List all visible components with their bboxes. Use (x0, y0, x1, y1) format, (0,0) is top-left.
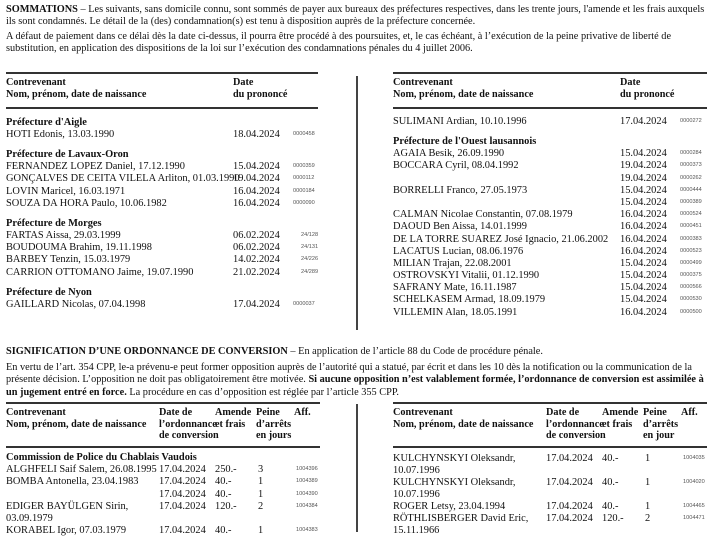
row-amount: 40.- (215, 488, 232, 500)
row-name: VILLEMIN Alan, 18.05.1991 (393, 306, 518, 318)
row-name: ROGER Letsy, 23.04.1994 (393, 501, 506, 512)
row-date: 15.04.2024 (620, 282, 667, 294)
row-name: SOUZA DA HORA Paulo, 10.06.1982 (6, 197, 167, 209)
row-date: 16.04.2024 (620, 233, 667, 245)
row-ref: 1004465 (683, 503, 705, 509)
row-date: 17.04.2024 (159, 488, 206, 500)
table-row (6, 267, 318, 279)
row-name: SAFRANY Mate, 16.11.1987 (393, 282, 517, 294)
row-name: BOMBA Antonella, 23.04.1983 (6, 476, 139, 488)
table-row (393, 148, 707, 160)
row-name-line2: 15.11.1966 (393, 525, 440, 537)
row-ref: 0000389 (680, 198, 702, 205)
signification-left-table (6, 402, 320, 538)
row-name: FARTAS Aissa, 29.03.1999 (6, 229, 121, 241)
signification-text1: En vertu de l’art. 354 CPP, le-a prévenu-e peut former opposition auprès de l’autorité qui a statué, par écrit et dans les 10 dès la notification ou la communication de la présente décision. L’opposition ne doit pas obligatoirement être motivée. (6, 362, 692, 386)
row-date: 17.04.2024 (233, 298, 280, 310)
row-date: 15.04.2024 (620, 270, 667, 282)
row-amount: 40.- (602, 453, 619, 464)
row-date: 16.04.2024 (620, 245, 667, 257)
row-name: LOVIN Maricel, 16.03.1971 (6, 185, 126, 197)
row-ref: 0000524 (680, 211, 702, 218)
table-row (6, 161, 318, 173)
row-date: 16.04.2024 (233, 185, 280, 197)
row-days: 1 (258, 488, 264, 500)
row-ref: 0000112 (293, 175, 315, 182)
header-nom: Nom, prénom, date de naissance (393, 418, 534, 430)
row-name: DE LA TORRE SUAREZ José Ignacio, 21.06.2002 (393, 233, 609, 245)
header-nom: Nom, prénom, date de naissance (6, 88, 147, 100)
row-ref: 0000262 (680, 174, 702, 181)
table-row (393, 246, 707, 258)
row-date: 15.04.2024 (620, 257, 667, 269)
table-row (393, 453, 707, 477)
header-arrets: d’arrêts (256, 418, 292, 430)
row-date: 17.04.2024 (546, 501, 593, 512)
column-divider (356, 404, 358, 532)
row-date: 15.04.2024 (620, 148, 667, 160)
row-date: 16.04.2024 (233, 197, 280, 209)
sommations-text: – Les suivants, sans domicile connu, sont sommés de payer aux bureaux des préfectures respectives, dans les trente jours, l'amende et les frais auxquels ils sont condamnés. Le détail de la (des) condamnation(s) est tenu à disposition auprès de la préfecture concernée. (6, 4, 705, 28)
row-ref: 0000359 (293, 163, 315, 170)
sommations-right-table (393, 72, 707, 319)
row-days: 2 (258, 501, 264, 513)
row-ref: 24/289 (301, 268, 319, 275)
table-row (393, 270, 707, 282)
row-name: GONÇALVES DE CEITA VILELA Arliton, 01.03.1990 (6, 173, 240, 185)
table-row (6, 230, 318, 242)
row-ref: 0000272 (680, 118, 702, 124)
table-row (393, 116, 707, 128)
header-conversion: de conversion (546, 430, 606, 441)
signification-title-line (6, 346, 706, 358)
row-ref: 0000566 (680, 284, 702, 291)
header-date: Date de (546, 407, 580, 418)
row-ref: 1004035 (683, 455, 705, 461)
row-ref: 0000530 (680, 296, 702, 303)
row-date: 18.04.2024 (233, 129, 280, 140)
row-name: HOTI Edonis, 13.03.1990 (6, 129, 115, 140)
row-ref: 0000184 (293, 187, 315, 194)
table-row (6, 464, 320, 476)
row-days: 3 (258, 464, 264, 475)
group-heading: Préfecture de Nyon (6, 286, 92, 298)
table-row (6, 299, 318, 311)
row-date: 14.02.2024 (233, 254, 280, 266)
table-header (6, 404, 320, 444)
header-arrets: d’arrêts (643, 418, 679, 430)
header-ordonnance: l’ordonnance (546, 418, 604, 430)
table-row (393, 234, 707, 246)
row-name: FERNANDEZ LOPEZ Daniel, 17.12.1990 (6, 161, 185, 173)
table-row (6, 525, 320, 537)
row-days: 1 (258, 476, 264, 488)
row-date: 17.04.2024 (546, 513, 593, 525)
header-aff: Aff. (681, 407, 698, 418)
row-days: 1 (645, 453, 651, 464)
row-date: 06.02.2024 (233, 242, 280, 254)
row-amount: 120.- (215, 501, 237, 513)
row-name: LACATUS Lucian, 08.06.1976 (393, 245, 524, 257)
header-prononce: du prononcé (620, 88, 675, 100)
row-date: 17.04.2024 (159, 501, 206, 513)
row-name: GAILLARD Nicolas, 07.04.1998 (6, 298, 146, 310)
row-ref: 1004389 (296, 478, 318, 485)
group-heading: Commission de Police du Chablais Vaudois (6, 452, 197, 463)
sommations-left-table (6, 72, 318, 311)
header-prononce: du prononcé (233, 88, 288, 100)
table-row (6, 254, 318, 266)
header-jours: en jours (256, 430, 292, 441)
header-frais: et frais (602, 418, 633, 430)
header-frais: et frais (215, 418, 246, 430)
row-ref: 1004020 (683, 479, 705, 485)
table-row (393, 294, 707, 306)
signification-text (6, 362, 706, 399)
header-amende: Amende (215, 407, 252, 418)
group-heading: Préfecture de Lavaux-Oron (6, 149, 129, 161)
header-peine: Peine (256, 407, 280, 418)
row-name: BORRELLI Franco, 27.05.1973 (393, 184, 528, 196)
row-ref: 24/131 (301, 244, 319, 251)
row-ref: 0000375 (680, 272, 702, 279)
signification-title: SIGNIFICATION D’UNE ORDONNANCE DE CONVERSION (6, 346, 288, 357)
row-amount: 40.- (215, 476, 232, 488)
row-amount: 40.- (602, 501, 619, 512)
table-header (6, 74, 318, 105)
row-name: KULCHYNSKYI Oleksandr, (393, 453, 516, 464)
row-date: 06.02.2024 (233, 229, 280, 241)
row-date: 16.04.2024 (620, 306, 667, 318)
table-row (393, 307, 707, 319)
row-name: AGAIA Besik, 26.09.1990 (393, 148, 505, 160)
header-contrevenant: Contrevenant (393, 77, 453, 88)
row-days: 1 (258, 525, 264, 537)
row-name: OSTROVSKYI Vitalii, 01.12.1990 (393, 270, 540, 282)
sommations-title: SOMMATIONS (6, 4, 78, 15)
row-ref: 24/128 (301, 231, 319, 238)
group-heading: Préfecture de l'Ouest lausannois (393, 136, 537, 148)
header-amende: Amende (602, 407, 639, 418)
table-row (393, 185, 707, 197)
table-row (393, 513, 707, 537)
header-peine: Peine (643, 407, 667, 418)
row-date: 17.04.2024 (159, 525, 206, 537)
table-row (6, 198, 318, 210)
row-amount: 250.- (215, 464, 237, 475)
header-nom: Nom, prénom, date de naissance (6, 418, 147, 430)
table-row (393, 258, 707, 270)
header-date: Date (620, 77, 641, 88)
signification-right-table (393, 402, 707, 537)
table-row (393, 501, 707, 513)
row-date: 19.04.2024 (620, 172, 667, 184)
table-row (393, 160, 707, 172)
row-ref: 24/226 (301, 256, 319, 263)
row-ref: 0000090 (293, 199, 315, 206)
table-row (6, 501, 320, 525)
table-row (6, 129, 318, 141)
row-name: KULCHYNSKYI Oleksandr, (393, 477, 516, 488)
row-date: 21.02.2024 (233, 266, 280, 278)
row-amount: 40.- (602, 477, 619, 488)
row-name: ALGHFELI Saif Salem, 26.08.1995 (6, 464, 157, 475)
row-date: 17.04.2024 (159, 464, 206, 475)
row-name: CALMAN Nicolae Constantin, 07.08.1979 (393, 209, 573, 221)
group-heading: Préfecture de Morges (6, 217, 102, 229)
row-ref: 0000499 (680, 259, 702, 266)
row-ref: 0000451 (680, 223, 702, 230)
row-amount: 40.- (215, 525, 232, 537)
row-ref: 0000284 (680, 150, 702, 157)
header-conversion: de conversion (159, 430, 219, 441)
table-header (393, 74, 707, 105)
header-date: Date de (159, 407, 193, 418)
table-row (6, 173, 318, 185)
row-name: SULIMANI Ardian, 10.10.1996 (393, 116, 527, 127)
header-aff: Aff. (294, 407, 311, 418)
table-row (6, 186, 318, 198)
row-ref: 0000383 (680, 235, 702, 242)
row-ref: 1004396 (296, 466, 318, 472)
header-jour: en jour (643, 430, 675, 441)
row-ref: 1004384 (296, 503, 318, 510)
row-ref: 0000037 (293, 300, 315, 307)
row-ref: 1004471 (683, 515, 705, 522)
header-ordonnance: l’ordonnance (159, 418, 217, 430)
row-ref: 0000373 (680, 162, 702, 169)
row-date: 15.04.2024 (620, 184, 667, 196)
sommations-intro (6, 4, 706, 29)
row-ref: 1004383 (296, 527, 318, 534)
header-nom: Nom, prénom, date de naissance (393, 88, 534, 100)
row-date: 17.04.2024 (546, 453, 593, 464)
row-days: 2 (645, 513, 651, 525)
row-date: 16.04.2024 (620, 221, 667, 233)
row-date: 19.04.2024 (620, 160, 667, 172)
row-ref: 0000444 (680, 186, 702, 193)
row-name: SCHELKASEM Armad, 18.09.1979 (393, 294, 546, 306)
table-header (393, 404, 707, 444)
signification-title-rest: – En application de l’article 88 du Code de procédure pénale. (287, 346, 543, 357)
row-name: DAOUD Ben Aissa, 14.01.1999 (393, 221, 527, 233)
row-name: BOUDOUMA Brahim, 19.11.1998 (6, 242, 152, 254)
row-ref: 0000523 (680, 247, 702, 254)
row-name: MILIAN Trajan, 22.08.2001 (393, 257, 512, 269)
table-row (6, 242, 318, 254)
row-name: EDIGER BAYÜLGEN Sirin, (6, 501, 129, 513)
table-row (393, 173, 707, 185)
column-divider (356, 76, 358, 330)
table-row (393, 282, 707, 294)
row-days: 1 (645, 477, 651, 488)
row-days: 1 (645, 501, 651, 512)
row-name-line2: 10.07.1996 (393, 465, 440, 476)
row-date: 16.04.2024 (620, 209, 667, 221)
row-date: 17.04.2024 (159, 476, 206, 488)
group-heading: Préfecture d'Aigle (6, 117, 87, 128)
row-amount: 120.- (602, 513, 624, 525)
row-name-line2: 10.07.1996 (393, 489, 440, 500)
table-row (393, 221, 707, 233)
row-name: BOCCARA Cyril, 08.04.1992 (393, 160, 519, 172)
row-name-line2: 03.09.1979 (6, 513, 53, 525)
header-contrevenant: Contrevenant (6, 77, 66, 88)
row-ref: 1004390 (296, 490, 318, 497)
header-date: Date (233, 77, 254, 88)
row-date: 15.04.2024 (620, 294, 667, 306)
signification-bold: Si aucune opposition n’est valablement formée, l’ordonnance de conversion est assimilée à un jugement entré en force. (6, 374, 704, 398)
table-row (393, 209, 707, 221)
row-ref: 0000458 (293, 131, 315, 137)
row-date: 15.04.2024 (233, 161, 280, 173)
header-contrevenant: Contrevenant (6, 407, 66, 418)
row-date: 17.04.2024 (546, 477, 593, 488)
row-name: BARBEY Tenzin, 15.03.1979 (6, 254, 131, 266)
row-ref: 0000500 (680, 308, 702, 315)
row-name: KORABEL Igor, 07.03.1979 (6, 525, 127, 537)
row-date: 15.04.2024 (620, 196, 667, 208)
header-contrevenant: Contrevenant (393, 407, 453, 418)
table-row (6, 489, 320, 501)
table-row (393, 197, 707, 209)
signification-text2: La procédure en cas d’opposition est réglée par l’article 355 CPP. (126, 386, 399, 398)
sommations-text2: A défaut de paiement dans ce délai dès la date ci-dessus, il pourra être procédé à des poursuites, et, le cas échéant, à l’exécution de la peine privative de liberté de substitution, en application des dispositions de la loi sur l’exécution des condamnations pénales du 4 juillet 2006. (6, 31, 672, 55)
row-date: 19.04.2024 (233, 173, 280, 185)
row-date: 17.04.2024 (620, 116, 667, 127)
row-name: CARRION OTTOMANO Jaime, 19.07.1990 (6, 266, 194, 278)
table-row (6, 476, 320, 488)
row-name: RÖTHLISBERGER David Eric, (393, 513, 529, 525)
table-row (393, 477, 707, 501)
